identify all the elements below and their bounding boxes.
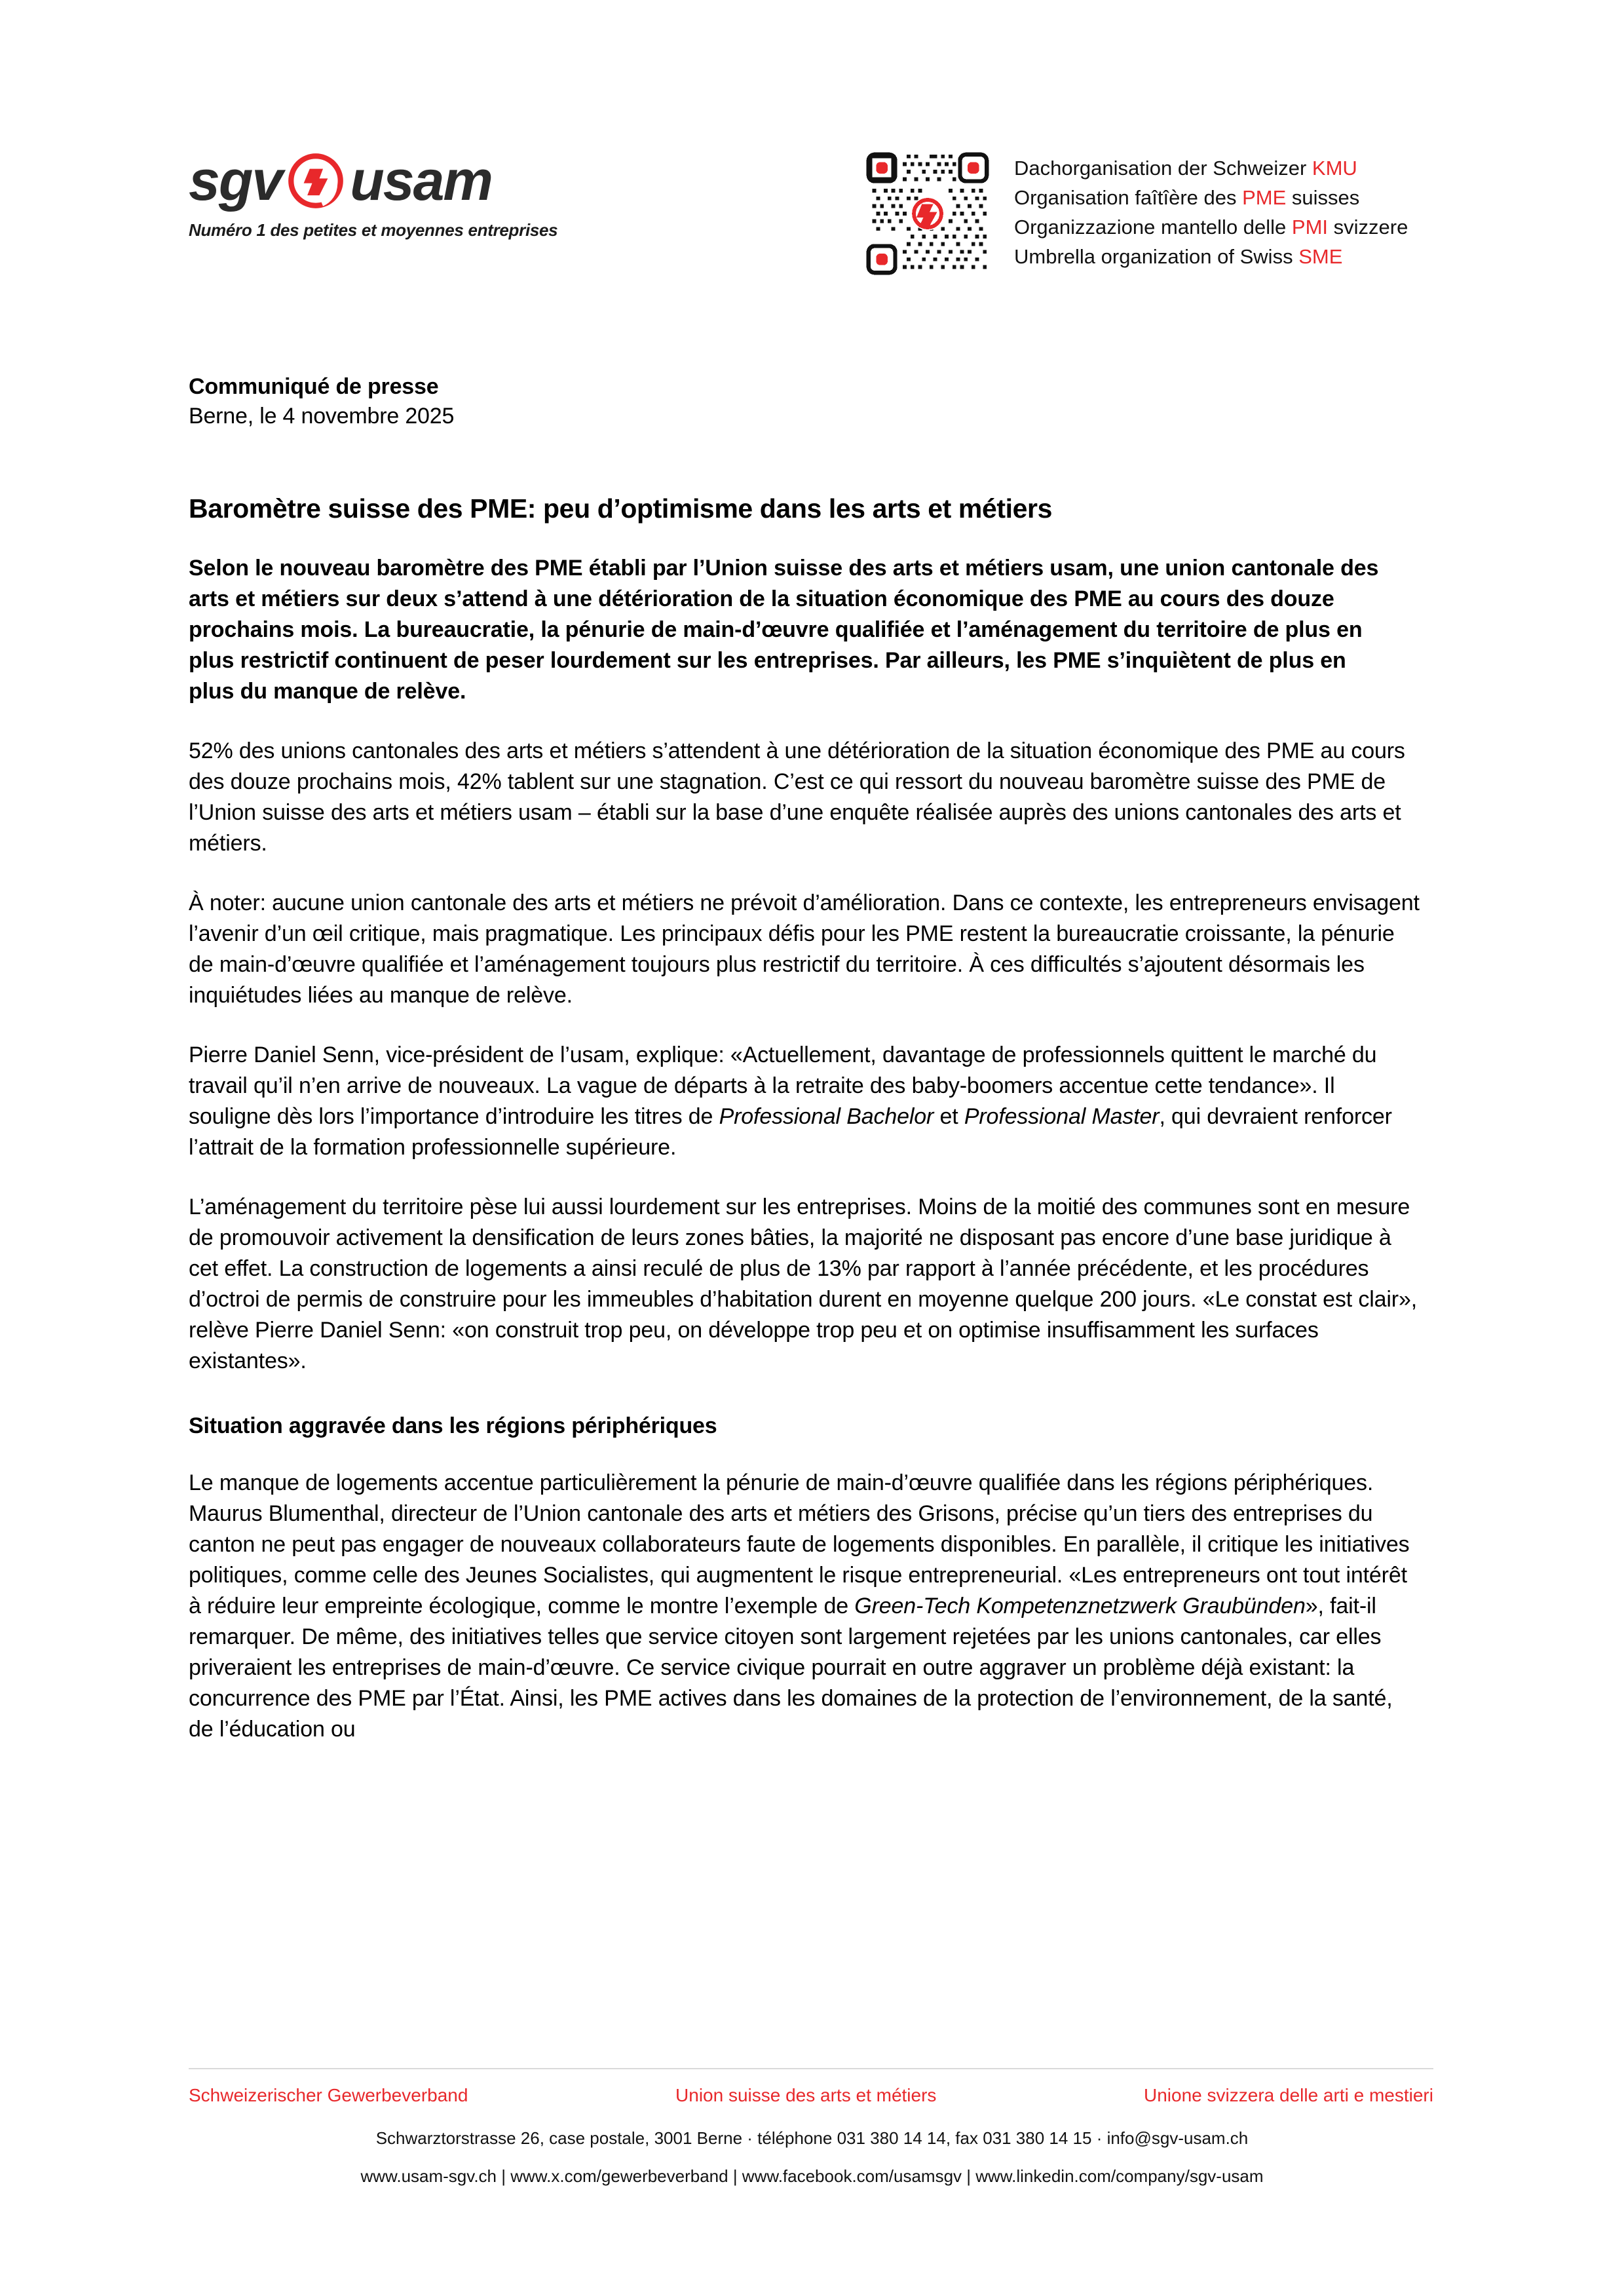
footer-web-links[interactable]: www.usam-sgv.ch | www.x.com/gewerbeverband | www.facebook.com/usamsgv | www.linkedin.com/company/sgv-usam — [360, 2166, 1264, 2186]
document-body — [189, 372, 1433, 1767]
brand-bar — [865, 151, 1408, 277]
footer-name-fr: Union suisse des arts et métiers — [675, 2085, 937, 2105]
brand-line-fr-post: suisses — [1286, 186, 1360, 209]
brand-line-fr — [1014, 183, 1408, 212]
brand-line-it-pre: Organizzazione mantello delle — [1014, 216, 1292, 239]
brand-line-de-pre: Dachorganisation der Schweizer — [1014, 157, 1312, 180]
footer-organization-names — [189, 2082, 1433, 2109]
paragraph-5-part-b: », fait-il remarquer. De même, des initiatives telles que service citoyen sont largement rejetées par les unions cantonales, car elles priveraient les entreprises de main-d’œuvre. Ce service civique pourrait en outre aggraver un problème déjà existant: la concurrence des PME par l’État. Ainsi, les PME actives dans les domaines de la protection de l’environnement, de la santé, de l’éducation ou — [189, 1594, 1393, 1742]
paragraph-4: L’aménagement du territoire pèse lui aussi lourdement sur les entreprises. Moins de la moitié des communes sont en mesure de promouvoir activement la densification de leurs zones bâties, la majorité ne disposant pas encore d’une base juridique à cet effet. La construction de logements a ainsi reculé de plus de 13% par rapport à l’année précédente, et les procédures d’octroi de permis de construire pour les immeubles d’habitation durent en moyenne quelque 200 jours. «Le constat est clair», relève Pierre Daniel Senn: «on construit trop peu, on développe trop peu et on optimise insuffisamment les surfaces existantes». — [189, 1195, 1418, 1373]
section-heading: Situation aggravée dans les régions périphériques — [189, 1413, 717, 1438]
brand-line-fr-pre: Organisation faîtîère des — [1014, 186, 1243, 209]
brand-line-it-accent: PMI — [1291, 216, 1329, 239]
brand-languages — [1014, 151, 1408, 271]
document-header — [0, 0, 1624, 308]
swiss-cross-logo-icon — [286, 151, 346, 211]
brand-line-it — [1014, 212, 1408, 242]
logo-tagline: Numéro 1 des petites et moyennes entreprises — [189, 220, 558, 240]
logo-text-sgv: sgv — [189, 149, 282, 212]
qr-code-icon[interactable] — [865, 151, 991, 277]
logo-wordmark — [189, 151, 608, 211]
page-title: Baromètre suisse des PME: peu d’optimisme dans les arts et métiers — [189, 493, 1052, 524]
brand-line-en-pre: Umbrella organization of Swiss — [1014, 245, 1299, 268]
paragraph-3-part-b: et — [934, 1104, 964, 1129]
title-professional-master: Professional Master — [964, 1104, 1160, 1129]
paragraph-5 — [189, 1468, 1420, 1745]
paragraph-1: 52% des unions cantonales des arts et métiers s’attendent à une détérioration de la situation économique des PME au cours des douze prochains mois, 42% tablent sur une stagnation. C’est ce qui ressort du nouveau baromètre suisse des PME de l’Union suisse des arts et métiers usam – établi sur la base d’une enquête réalisée auprès des unions cantonales des arts et métiers. — [189, 738, 1405, 856]
footer-name-it: Unione svizzera delle arti e mestieri — [1144, 2085, 1433, 2105]
brand-line-fr-accent: PME — [1242, 186, 1287, 209]
brand-line-en-accent: SME — [1298, 245, 1343, 268]
brand-line-it-post: svizzere — [1328, 216, 1408, 239]
footer-address: Schwarztorstrasse 26, case postale, 3001 Berne · téléphone 031 380 14 14, fax 031 380 14 15 · info@sgv-usam.ch — [375, 2128, 1249, 2148]
footer-name-de: Schweizerischer Gewerbeverband — [189, 2085, 468, 2105]
usam-logo — [189, 151, 608, 240]
footer-divider — [189, 2068, 1433, 2069]
brand-line-de-accent: KMU — [1312, 157, 1357, 180]
paragraph-5-part-a: Le manque de logements accentue particulièrement la pénurie de main-d’œuvre qualifiée dans les régions périphériques. Maurus Blumenthal, directeur de l’Union cantonale des arts et métiers des Grisons, précise qu’un tiers des entreprises du canton ne peut pas engager de nouveaux collaborateurs faute de logements disponibles. En parallèle, il critique les initiatives politiques, comme celle des Jeunes Socialistes, qui augmentent le risque entrepreneurial. «Les entrepreneurs ont tout intérêt à réduire leur empreinte écologique, comme le montre l’exemple de — [189, 1470, 1410, 1618]
paragraph-3-part-c: , qui devraient renforcer l’attrait de la formation professionnelle supérieure. — [189, 1104, 1392, 1160]
logo-text-usam: usam — [350, 149, 492, 212]
lead-paragraph: Selon le nouveau baromètre des PME établi par l’Union suisse des arts et métiers usam, une union cantonale des arts et métiers sur deux s’attend à une détérioration de la situation économique des PME au cours des douze prochains mois. La bureaucratie, la pénurie de main-d’œuvre qualifiée et l’aménagement du territoire de plus en plus restrictif continuent de peser lourdement sur les entreprises. Par ailleurs, les PME s’inquiètent de plus en plus du manque de relève. — [189, 556, 1379, 704]
document-type-label: Communiqué de presse — [189, 374, 439, 399]
brand-line-de — [1014, 153, 1408, 183]
brand-line-en — [1014, 242, 1408, 271]
green-tech-network-name: Green-Tech Kompetenznetzwerk Graubünden — [854, 1594, 1306, 1618]
paragraph-2: À noter: aucune union cantonale des arts et métiers ne prévoit d’amélioration. Dans ce contexte, les entrepreneurs envisagent l’avenir d’un œil critique, mais pragmatique. Les principaux défis pour les PME restent la bureaucratie croissante, la pénurie de main-d’œuvre qualifiée et l’aménagement toujours plus restrictif du territoire. À ces difficultés s’ajoutent désormais les inquiétudes liées au manque de relève. — [189, 890, 1420, 1008]
title-professional-bachelor: Professional Bachelor — [719, 1104, 934, 1129]
dateline: Berne, le 4 novembre 2025 — [189, 404, 455, 429]
paragraph-3-part-a: Pierre Daniel Senn, vice-président de l’usam, explique: «Actuellement, davantage de professionnels quittent le marché du travail qu’il n’en arrive de nouveaux. La vague de départs à la retraite des baby-boomers accentue cette tendance». Il souligne dès lors l’importance d’introduire les titres de — [189, 1043, 1377, 1129]
paragraph-3 — [189, 1040, 1420, 1163]
